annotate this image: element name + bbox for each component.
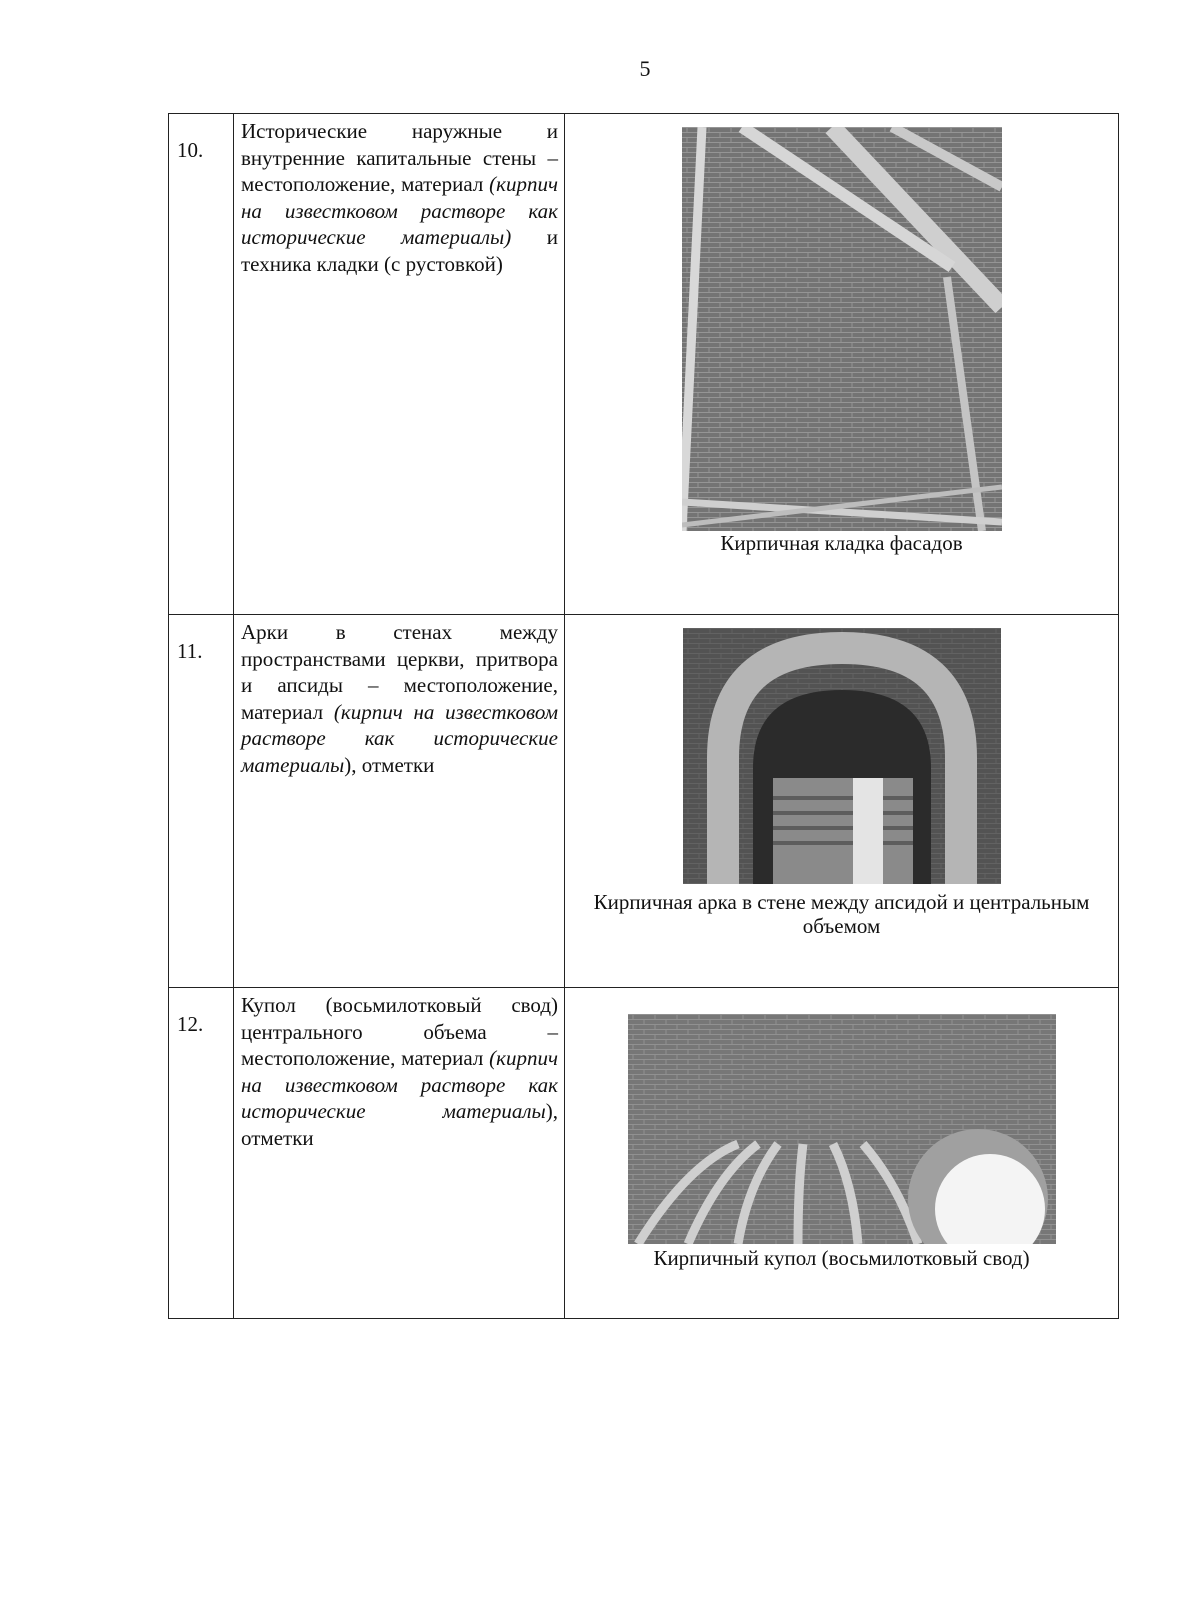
desc-text: ), отметки <box>241 1099 558 1150</box>
desc-italic-text: (кирпич на известковом растворе как исторические материалы) <box>241 172 558 249</box>
desc-italic-text: (кирпич на известковом растворе как исторические материалы <box>241 1046 558 1123</box>
desc-text: Исторические наружные и внутренние капитальные стены – местоположение, материал <box>241 119 558 196</box>
desc-text: и техника кладки (с рустовкой) <box>241 225 558 276</box>
photo-cell <box>565 615 1119 988</box>
table-row <box>169 114 1119 615</box>
desc-text: Арки в стенах между пространствами церкви, притвора и апсиды – местоположение, материал <box>241 620 558 724</box>
desc-italic-text: (кирпич на известковом растворе как исторические материалы <box>241 699 558 777</box>
brick-arch-photo <box>683 628 1001 884</box>
monument-elements-table <box>168 113 1119 1319</box>
row-description <box>234 615 565 988</box>
photo-caption: Кирпичная арка в стене между апсидой и центральным объемом <box>593 890 1090 938</box>
brick-dome-photo <box>628 1014 1056 1244</box>
desc-text: Купол (восьмилотковый свод) центрального объема – местоположение, материал <box>241 993 558 1070</box>
row-number: 11. <box>169 615 234 988</box>
row-number: 10. <box>169 114 234 615</box>
table-row <box>169 615 1119 988</box>
page-number: 5 <box>639 56 651 81</box>
photo-caption: Кирпичный купол (восьмилотковый свод) <box>653 1246 1030 1270</box>
brick-wall-photo <box>682 127 1002 531</box>
desc-text: ), отметки <box>344 752 435 777</box>
photo-caption: Кирпичная кладка фасадов <box>720 531 963 555</box>
row-description <box>234 114 565 615</box>
photo-cell <box>565 988 1119 1319</box>
photo-cell <box>565 114 1119 615</box>
row-description <box>234 988 565 1319</box>
row-number: 12. <box>169 988 234 1319</box>
table-row <box>169 988 1119 1319</box>
